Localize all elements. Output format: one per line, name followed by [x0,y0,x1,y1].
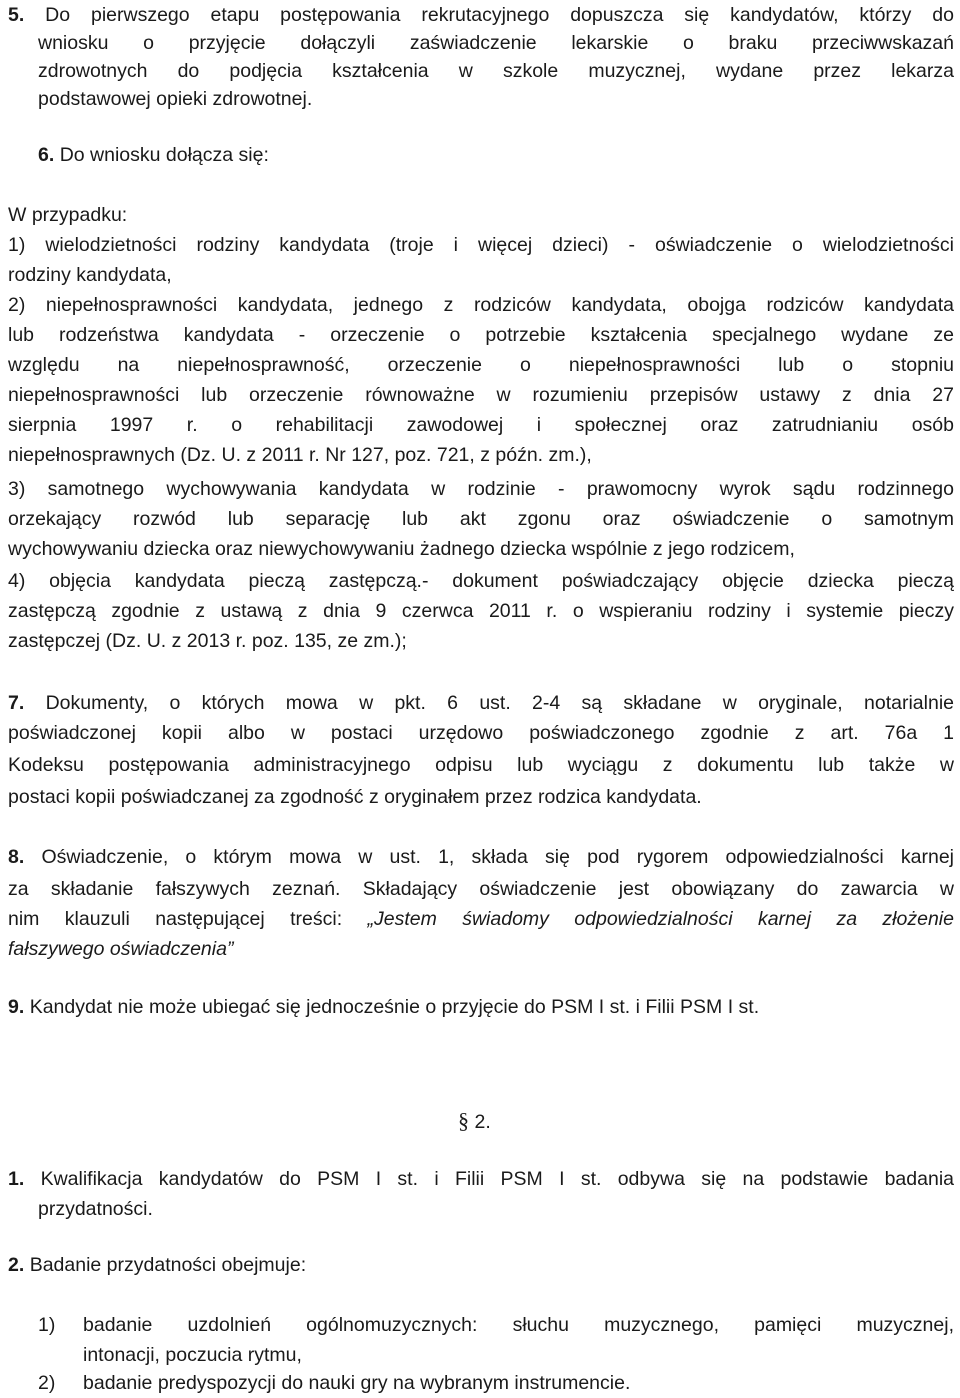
sec6-item2-line6: niepełnosprawnych (Dz. U. z 2011 r. Nr 127, poz. 721, z późn. zm.), [8,444,592,466]
sec7-line-2: poświadczonej kopii albo w postaci urzędowo poświadczonego zgodnie z art. 76a 1 [8,722,954,744]
sec8-text-1: Oświadczenie, o którym mowa w ust. 1, składa się pod rygorem odpowiedzialności karnej [41,846,955,868]
p2s1-number: 1. [8,1168,25,1190]
sec6-item3-line1: 3) samotnego wychowywania kandydata w rodzinie - prawomocny wyrok sądu rodzinnego [8,478,954,500]
p2s1-line-2: przydatności. [38,1198,153,1220]
sec8-line-1 [8,842,954,872]
sec5-line-4: podstawowej opieki zdrowotnej. [38,88,313,110]
paragraph-heading [458,1106,491,1137]
sec6-item2-line1: 2) niepełnosprawności kandydata, jednego z rodziców kandydata, obojga rodziców kandydata [8,294,954,316]
p2s2-item2-line1: badanie predyspozycji do nauki gry na wybranym instrumencie. [83,1372,631,1394]
sec7-number: 7. [8,692,25,714]
sec6-item4-line1: 4) objęcia kandydata pieczą zastępczą.- dokument poświadczający objęcie dziecka pieczą [8,570,954,592]
p2s1-line-1 [8,1164,954,1194]
sec6-item3-line2: orzekający rozwód lub separację lub akt zgonu oraz oświadczenie o samotnym [8,508,954,530]
sec6-item4-line2: zastępczą zgodnie z ustawą z dnia 9 czerwca 2011 r. o wspieraniu rodziny i systemie pieczy [8,600,954,622]
sec5-line-2: wniosku o przyjęcie dołączyli zaświadczenie lekarskie o braku przeciwwskazań [38,32,954,54]
p2s2-item1-number: 1) [38,1314,56,1336]
sec6-item2-line4: niepełnosprawności lub orzeczenie równoważne w rozumieniu przepisów ustawy z dnia 27 [8,384,954,406]
p2s2-item2-number: 2) [38,1372,56,1394]
p2s2-line-1 [8,1250,954,1280]
sec7-line-1 [8,688,954,718]
p2s2-item1-line2: intonacji, poczucia rytmu, [83,1344,302,1366]
p2s2-item1-line1: badanie uzdolnień ogólnomuzycznych: słuchu muzycznego, pamięci muzycznej, [83,1314,954,1336]
sec8-line-4 [8,934,954,964]
sec6-number: 6. [38,144,55,166]
sec5-line-1 [8,0,954,30]
sec7-text-1: Dokumenty, o których mowa w pkt. 6 ust. 2-4 są składane w oryginale, notarialnie [45,692,954,714]
sec8-text-3a: nim klauzuli następującej treści: [8,908,368,930]
sec6-item2-line5: sierpnia 1997 r. o rehabilitacji zawodowej i społecznej oraz zatrudnianiu osób [8,414,954,436]
sec8-quote-end: fałszywego oświadczenia” [8,938,234,960]
sec9-number: 9. [8,996,25,1018]
sec6-item3-line3: wychowywaniu dziecka oraz niewychowywaniu żadnego dziecka wspólnie z jego rodzicem, [8,538,795,560]
sec5-number: 5. [8,4,25,26]
p2s1-text-1: Kwalifikacja kandydatów do PSM I st. i Filii PSM I st. odbywa się na podstawie badania [40,1168,954,1190]
sec9-line-1 [8,992,954,1022]
p2s2-text-1: Badanie przydatności obejmuje: [29,1254,307,1276]
sec6-item1-line2: rodziny kandydata, [8,264,172,286]
sec7-line-3: Kodeksu postępowania administracyjnego odpisu lub wyciągu z dokumentu lub także w [8,754,954,776]
sec5-text-1: Do pierwszego etapu postępowania rekrutacyjnego dopuszcza się kandydatów, którzy do [45,4,954,26]
sec8-quote-start: „Jestem świadomy odpowiedzialności karnej za złożenie [367,908,954,930]
sec7-line-4: postaci kopii poświadczanej za zgodność z oryginałem przez rodzica kandydata. [8,786,702,808]
sec9-text-1: Kandydat nie może ubiegać się jednocześnie o przyjęcie do PSM I st. i Filii PSM I st. [29,996,760,1018]
paragraph-number: 2. [474,1111,491,1133]
p2s2-number: 2. [8,1254,25,1276]
sec6-item4-line3: zastępczej (Dz. U. z 2013 r. poz. 135, ze zm.); [8,630,407,652]
sec6-item1-line1: 1) wielodzietności rodziny kandydata (troje i więcej dzieci) - oświadczenie o wielodzietności [8,234,954,256]
sec8-line-2: za składanie fałszywych zeznań. Składający oświadczenie jest obowiązany do zawarcia w [8,878,954,900]
sec6-heading [8,140,954,170]
sec5-line-3: zdrowotnych do podjęcia kształcenia w szkole muzycznej, wydane przez lekarza [38,60,954,82]
sec6-item2-line3: względu na niepełnosprawność, orzeczenie o niepełnosprawności lub o stopniu [8,354,954,376]
sec6-item2-line2: lub rodzeństwa kandydata - orzeczenie o potrzebie kształcenia specjalnego wydane ze [8,324,954,346]
sec6-intro: W przypadku: [8,204,128,226]
sec6-heading-text: Do wniosku dołącza się: [59,144,269,166]
paragraph-sign: § [458,1108,469,1133]
sec8-number: 8. [8,846,25,868]
sec8-line-3 [8,904,954,934]
